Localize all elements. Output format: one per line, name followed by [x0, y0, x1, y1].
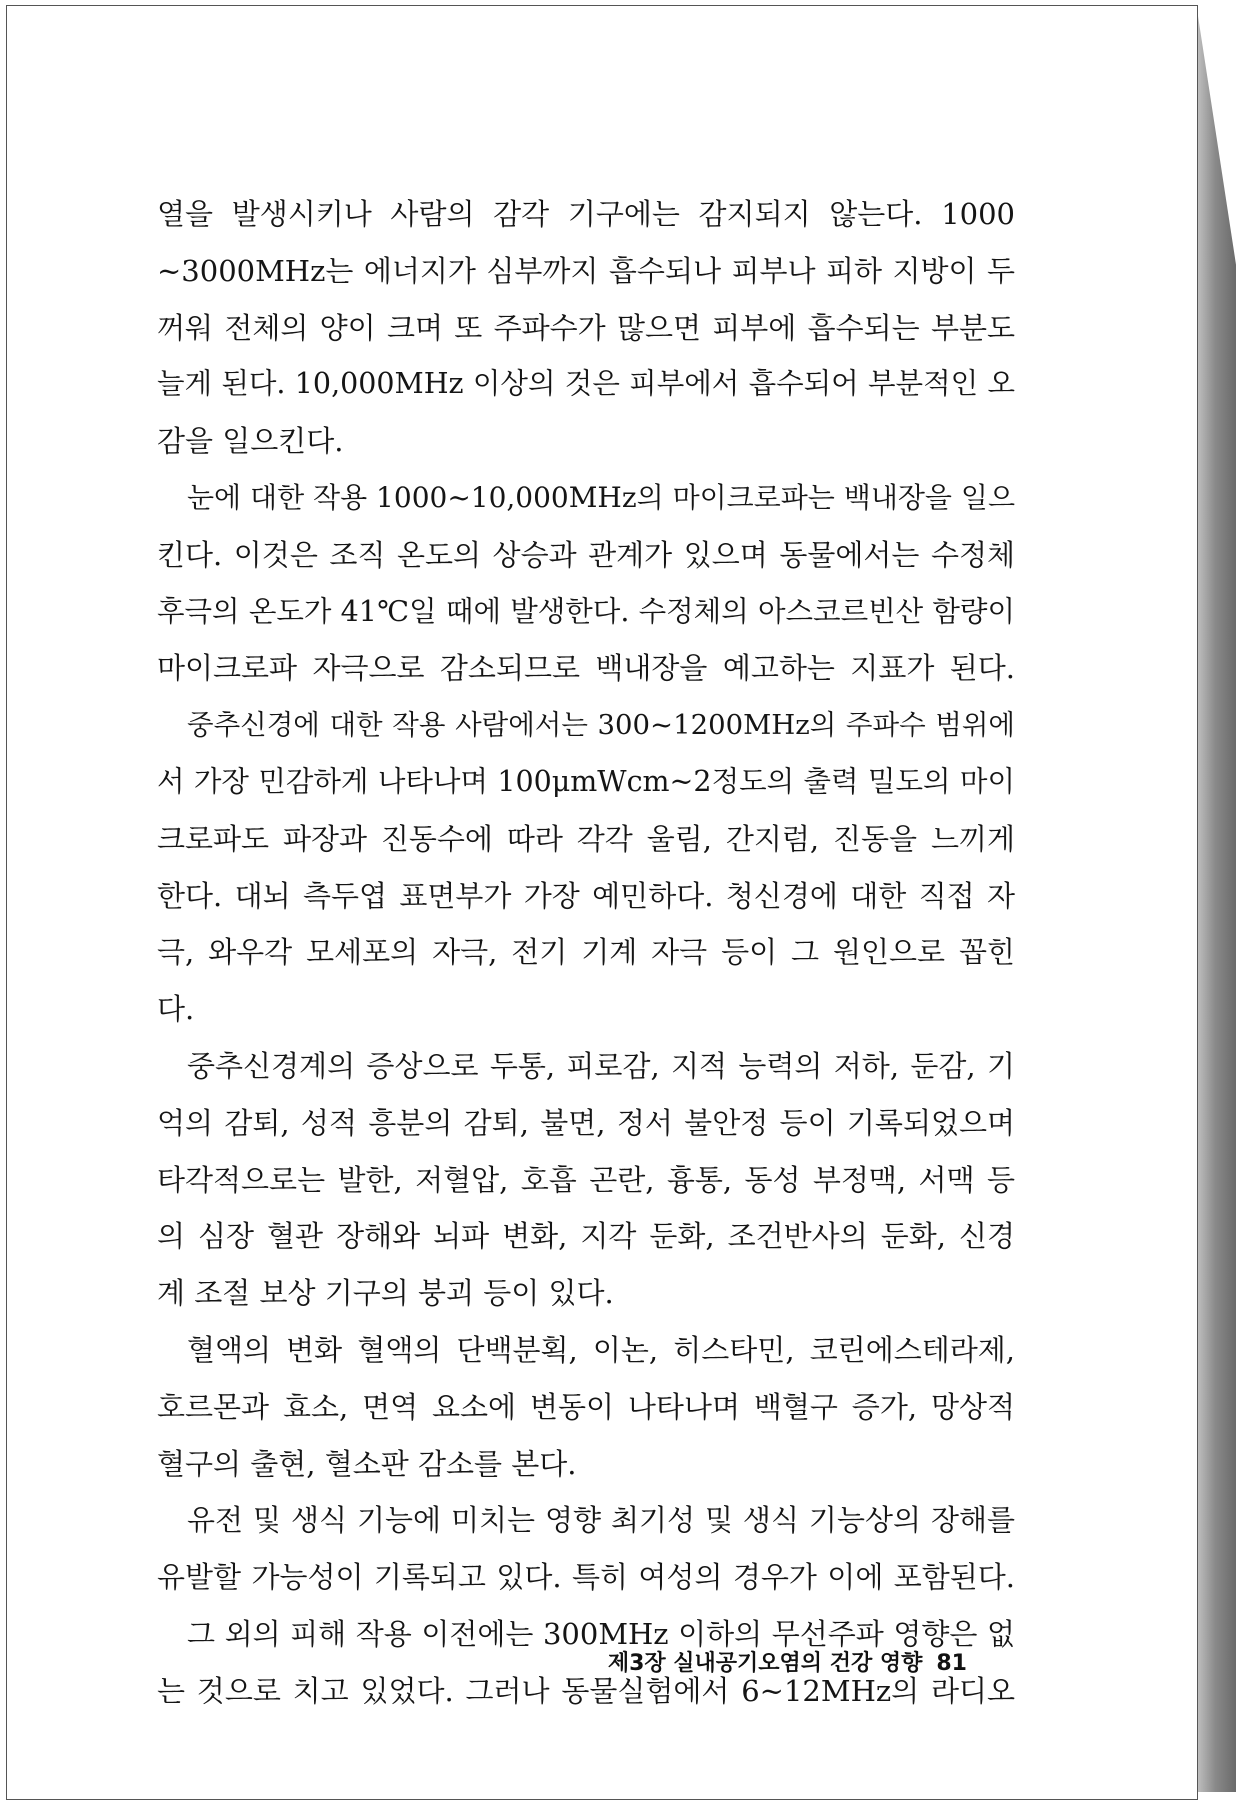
text-line-23: 혈구의 출현, 혈소판 감소를 본다. — [157, 1446, 577, 1481]
text-line-8: 후극의 온도가 41℃일 때에 발생한다. 수정체의 아스코르빈산 함량이 — [157, 594, 1015, 628]
text-line-24: 유전 및 생식 기능에 미치는 영향 최기성 및 생식 기능상의 장해를 — [187, 1503, 1015, 1538]
text-line-10: 중추신경에 대한 작용 사람에서는 300~1200MHz의 주파수 범위에 — [187, 709, 1015, 742]
text-line-7: 킨다. 이것은 조직 온도의 상승과 관계가 있으며 동물에서는 수정체 — [157, 537, 1015, 572]
text-line-9: 마이크로파 자극으로 감소되므로 백내장을 예고하는 지표가 된다. — [157, 651, 1015, 686]
text-line-4: 늘게 된다. 10,000MHz 이상의 것은 피부에서 흡수되어 부분적인 오 — [157, 367, 1015, 401]
text-line-17: 억의 감퇴, 성적 흥분의 감퇴, 불면, 정서 불안정 등이 기록되었으며 — [157, 1105, 1015, 1140]
text-line-20: 계 조절 보상 기구의 붕괴 등이 있다. — [157, 1276, 614, 1311]
text-line-14: 극, 와우각 모세포의 자극, 전기 기계 자극 등이 그 원인으로 꼽힌 — [157, 935, 1015, 970]
text-line-16: 중추신경계의 증상으로 두통, 피로감, 지적 능력의 저하, 둔감, 기 — [187, 1048, 1015, 1083]
text-line-19: 의 심장 혈관 장해와 뇌파 변화, 지각 둔화, 조건반사의 둔화, 신경 — [157, 1219, 1015, 1254]
text-line-11: 서 가장 민감하게 나타나며 100μmWcm~2정도의 출력 밀도의 마이 — [157, 764, 1015, 798]
text-line-22: 호르몬과 효소, 면역 요소에 변동이 나타나며 백혈구 증가, 망상적 — [157, 1389, 1015, 1424]
text-line-6: 눈에 대한 작용 1000~10,000MHz의 마이크로파는 백내장을 일으 — [187, 480, 1015, 514]
page-footer — [597, 1646, 967, 1677]
text-line-27: 는 것으로 치고 있었다. 그러나 동물실험에서 6~12MHz의 라디오 — [157, 1673, 1015, 1708]
text-line-21: 혈액의 변화 혈액의 단백분획, 이논, 히스타민, 코린에스테라제, — [187, 1332, 1015, 1367]
running-head: 제3장 실내공기오염의 건강 영향 — [607, 1651, 923, 1676]
body-text — [157, 186, 1015, 1720]
text-line-15: 다. — [157, 992, 195, 1027]
book-page — [6, 5, 1198, 1800]
text-line-1: 열을 발생시키나 사람의 감각 기구에는 감지되지 않는다. 1000 — [157, 197, 1015, 231]
text-line-12: 크로파도 파장과 진동수에 따라 각각 울림, 간지럼, 진동을 느끼게 — [157, 821, 1015, 856]
text-line-3: 꺼워 전체의 양이 크며 또 주파수가 많으면 피부에 흡수되는 부분도 — [157, 310, 1015, 345]
text-line-13: 한다. 대뇌 측두엽 표면부가 가장 예민하다. 청신경에 대한 직접 자 — [157, 878, 1015, 913]
page-number: 81 — [936, 1651, 967, 1676]
text-line-25: 유발할 가능성이 기록되고 있다. 특히 여성의 경우가 이에 포함된다. — [157, 1560, 1015, 1595]
text-line-5: 감을 일으킨다. — [157, 424, 344, 459]
page-edge-shadow — [1198, 16, 1236, 1792]
text-line-18: 타각적으로는 발한, 저혈압, 호흡 곤란, 흉통, 동성 부정맥, 서맥 등 — [157, 1162, 1015, 1197]
text-line-2: ~3000MHz는 에너지가 심부까지 흡수되나 피부나 피하 지방이 두 — [157, 253, 1015, 288]
text-line-26: 그 외의 피해 작용 이전에는 300MHz 이하의 무선주파 영향은 없 — [187, 1616, 1015, 1651]
